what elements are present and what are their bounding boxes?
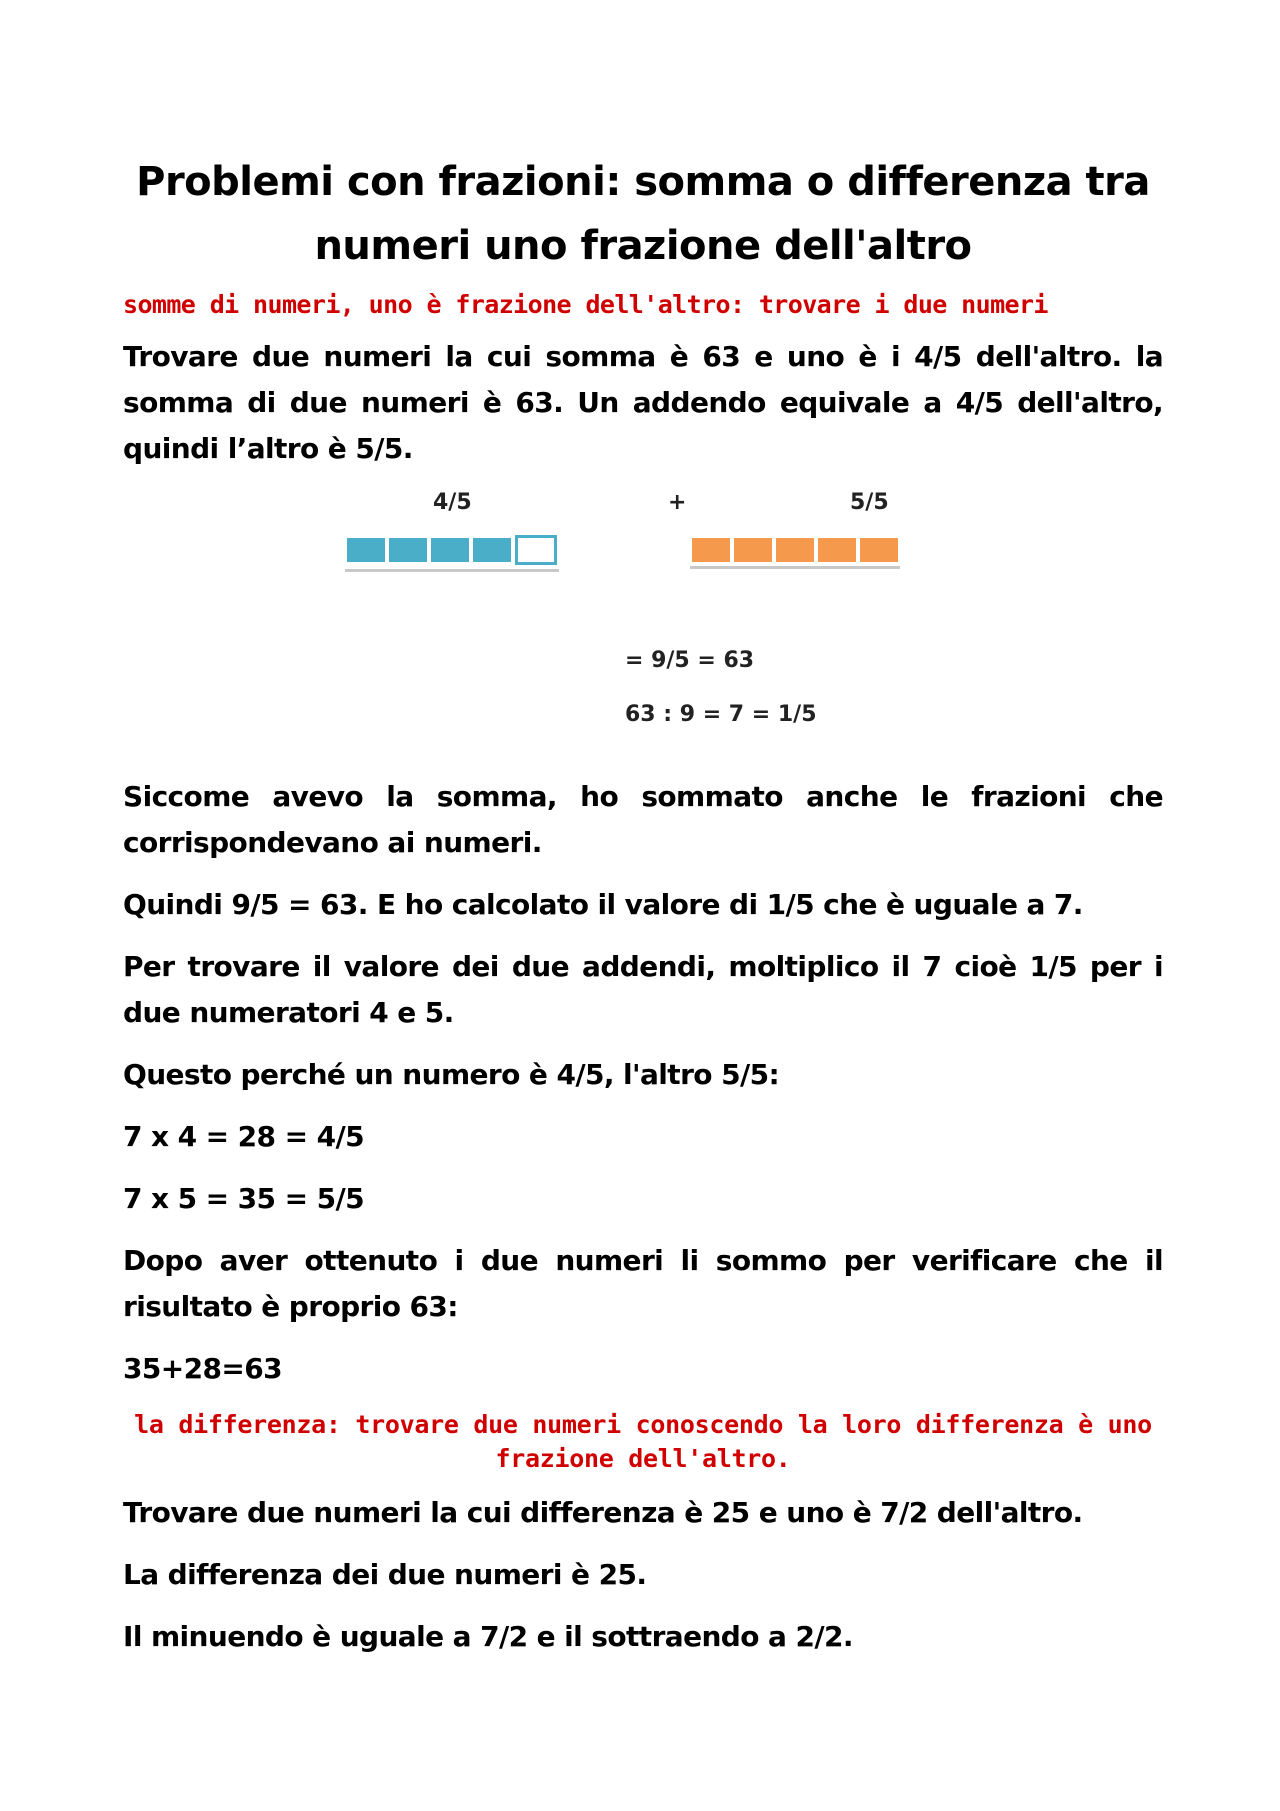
paragraph: 7 x 5 = 35 = 5/5 xyxy=(123,1182,364,1215)
page-title: Problemi con frazioni: somma o differenza tra numeri uno frazione dell'altro xyxy=(136,159,1150,269)
document-page xyxy=(123,150,1163,1676)
paragraph: 7 x 4 = 28 = 4/5 xyxy=(123,1120,364,1153)
fraction-figure xyxy=(123,490,1163,760)
blue-bar-segment xyxy=(473,538,511,562)
orange-bar-segment xyxy=(776,538,814,562)
section1-intro: Trovare due numeri la cui somma è 63 e uno è i 4/5 dell'altro. la somma di due numeri è 63. Un addendo equivale a 4/5 dell'altro, quindi l’altro è 5/5. xyxy=(123,340,1163,465)
paragraph: Quindi 9/5 = 63. E ho calcolato il valore di 1/5 che è uguale a 7. xyxy=(123,888,1083,921)
blue-bar-empty-segment xyxy=(515,535,557,565)
figure-operator: + xyxy=(668,490,687,515)
paragraph: Questo perché un numero è 4/5, l'altro 5/5: xyxy=(123,1058,780,1091)
paragraph: Il minuendo è uguale a 7/2 e il sottraendo a 2/2. xyxy=(123,1620,853,1653)
figure-equation-1: = 9/5 = 63 xyxy=(625,648,755,673)
figure-label-left: 4/5 xyxy=(433,490,472,515)
paragraph: Siccome avevo la somma, ho sommato anche le frazioni che corrispondevano ai numeri. xyxy=(123,780,1163,859)
paragraph: Dopo aver ottenuto i due numeri li sommo per verificare che il risultato è proprio 63: xyxy=(123,1244,1163,1323)
blue-bar-segment xyxy=(431,538,469,562)
blue-bar-segment xyxy=(389,538,427,562)
paragraph: La differenza dei due numeri è 25. xyxy=(123,1558,647,1591)
orange-bar-segment xyxy=(734,538,772,562)
figure-equation-2: 63 : 9 = 7 = 1/5 xyxy=(625,702,817,727)
paragraph: Trovare due numeri la cui differenza è 25 e uno è 7/2 dell'altro. xyxy=(123,1496,1083,1529)
paragraph: Per trovare il valore dei due addendi, moltiplico il 7 cioè 1/5 per i due numeratori 4 e 5. xyxy=(123,950,1163,1029)
section2-heading: la differenza: trovare due numeri conoscendo la loro differenza è uno frazione dell'altro. xyxy=(134,1410,1152,1473)
figure-label-right: 5/5 xyxy=(850,490,889,515)
orange-fraction-bar xyxy=(690,536,900,569)
orange-bar-segment xyxy=(860,538,898,562)
section1-heading: somme di numeri, uno è frazione dell'altro: trovare i due numeri xyxy=(123,290,1048,319)
orange-bar-segment xyxy=(818,538,856,562)
blue-fraction-bar xyxy=(345,536,559,572)
blue-bar-segment xyxy=(347,538,385,562)
orange-bar-segment xyxy=(692,538,730,562)
paragraph: 35+28=63 xyxy=(123,1352,283,1385)
